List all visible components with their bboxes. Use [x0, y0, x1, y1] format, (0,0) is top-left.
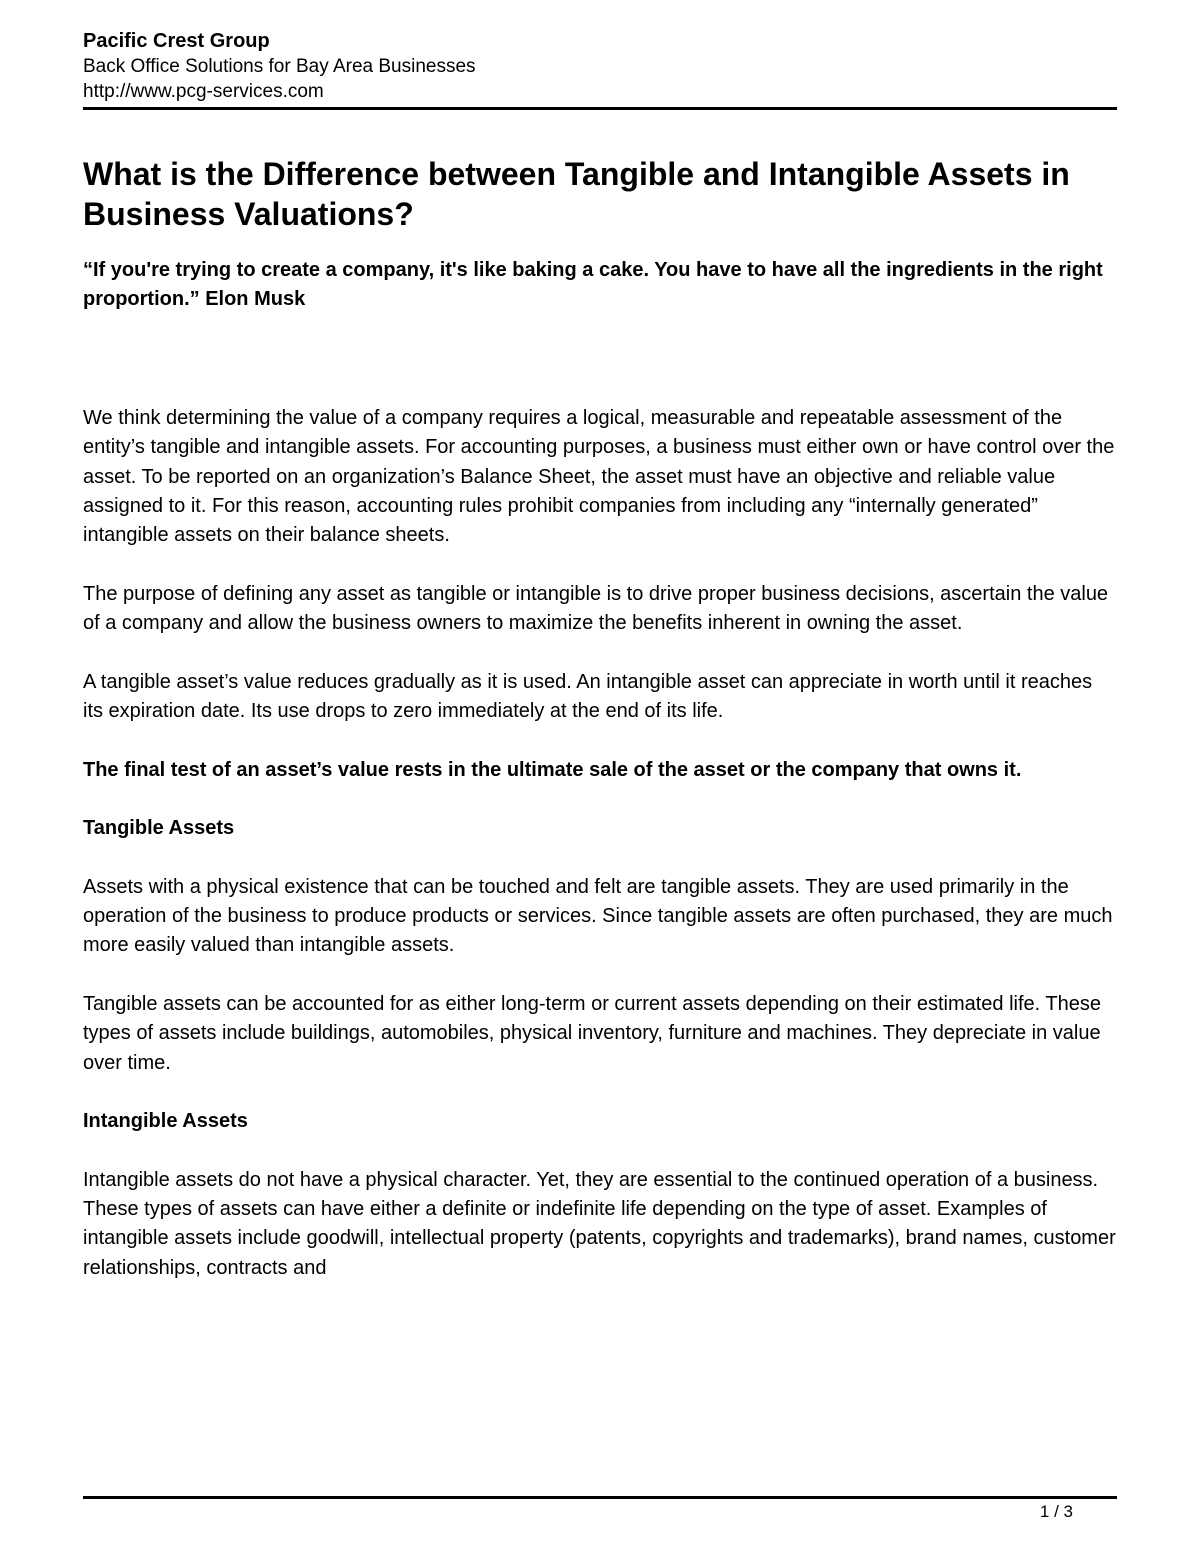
section-heading-tangible: Tangible Assets	[83, 817, 235, 840]
page-number: 1 / 3	[1039, 1502, 1073, 1521]
letterhead	[83, 29, 1117, 104]
header-divider	[83, 107, 1117, 110]
article-quote: “If you're trying to create a company, it's like baking a cake. You have to have all the ingredients in the right proportion.” Elon Musk	[83, 259, 1103, 310]
emphasis-paragraph: The final test of an asset’s value rests in the ultimate sale of the asset or the company that owns it.	[83, 758, 1022, 781]
article-body	[83, 154, 1117, 1283]
company-tagline: Back Office Solutions for Bay Area Businesses	[83, 56, 476, 77]
footer-divider	[83, 1496, 1117, 1499]
paragraph: A tangible asset’s value reduces gradually as it is used. An intangible asset can appreciate in worth until it reaches its expiration date. Its use drops to zero immediately at the end of its life.	[83, 670, 1093, 722]
paragraph: Intangible assets do not have a physical character. Yet, they are essential to the continued operation of a business. These types of assets can have either a definite or indefinite life depending on the type of asset. Examples of intangible assets include goodwill, intellectual property (patents, copyrights and trademarks), brand names, customer relationships, contracts and	[83, 1168, 1116, 1279]
document-page	[83, 0, 1117, 1553]
company-url[interactable]: http://www.pcg-services.com	[83, 81, 324, 102]
paragraph: Assets with a physical existence that can be touched and felt are tangible assets. They are used primarily in the operation of the business to produce products or services. Since tangible assets are often purchased, they are much more easily valued than intangible assets.	[83, 875, 1113, 957]
paragraph: The purpose of defining any asset as tangible or intangible is to drive proper business decisions, ascertain the value of a company and allow the business owners to maximize the benefits inherent in owning the asset.	[83, 582, 1109, 635]
section-heading-intangible: Intangible Assets	[83, 1110, 248, 1133]
paragraph: Tangible assets can be accounted for as either long-term or current assets depending on their estimated life. These types of assets include buildings, automobiles, physical inventory, furniture and machines. They depreciate in value over time.	[83, 992, 1101, 1074]
company-name: Pacific Crest Group	[83, 30, 270, 52]
paragraph: We think determining the value of a company requires a logical, measurable and repeatable assessment of the entity’s tangible and intangible assets. For accounting purposes, a business must either own or have control over the asset. To be reported on an organization’s Balance Sheet, the asset must have an objective and reliable value assigned to it. For this reason, accounting rules prohibit companies from including any “internally generated” intangible assets on their balance sheets.	[83, 407, 1115, 547]
article-title: What is the Difference between Tangible and Intangible Assets in Business Valuations?	[83, 156, 1070, 232]
